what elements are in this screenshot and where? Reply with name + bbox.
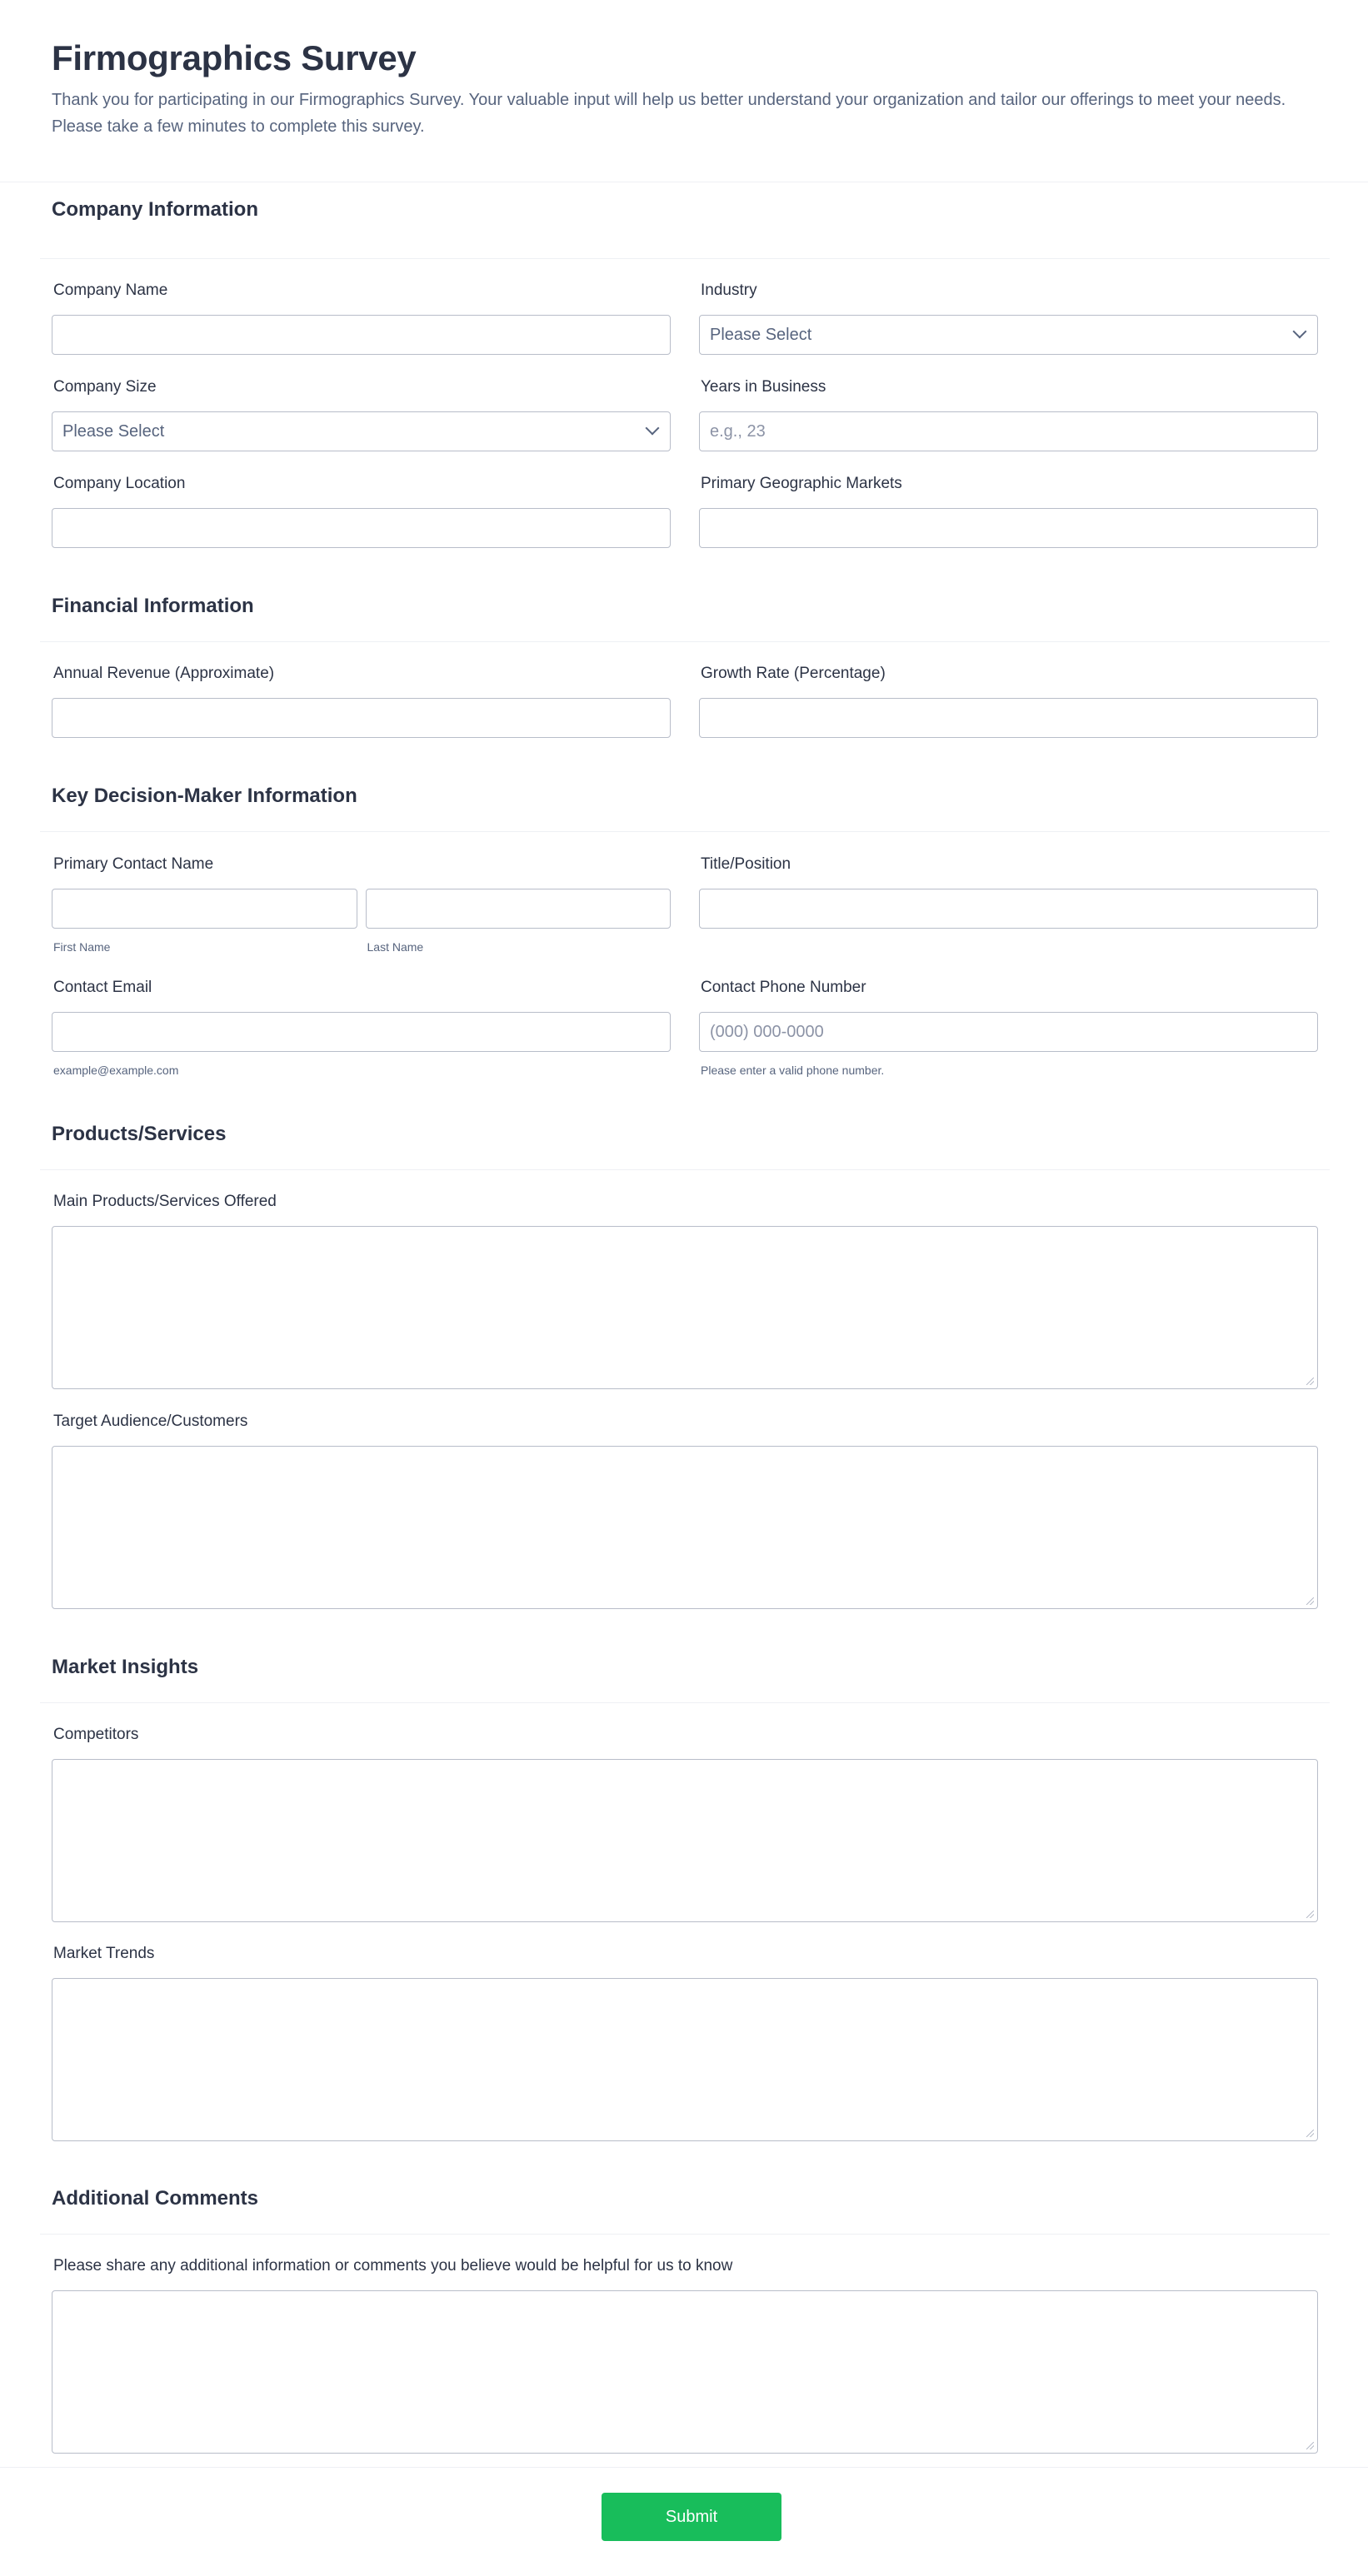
years-in-business-input[interactable] [699, 411, 1318, 451]
resize-grip-icon[interactable] [1306, 2130, 1314, 2137]
page-title: Firmographics Survey [52, 38, 417, 77]
form-header [0, 0, 1368, 182]
company-name-input[interactable] [52, 315, 671, 355]
additional-comments-field [52, 2257, 1318, 2454]
growth-rate-input[interactable] [699, 698, 1318, 738]
submit-button[interactable]: Submit [602, 2493, 781, 2541]
section-title: Market Insights [52, 1656, 199, 1678]
company-row-3 [52, 475, 1318, 548]
section-title: Financial Information [52, 595, 254, 617]
industry-label: Industry [701, 282, 757, 299]
section-header [40, 785, 1330, 832]
resize-grip-icon[interactable] [1306, 2442, 1314, 2449]
resize-grip-icon[interactable] [1306, 1911, 1314, 1918]
form-footer [0, 2467, 1368, 2576]
target-audience-field [52, 1413, 1318, 1609]
main-products-field [52, 1193, 1318, 1389]
competitors-field [52, 1726, 1318, 1922]
company-size-label: Company Size [53, 378, 157, 396]
contact-phone-input[interactable] [699, 1012, 1318, 1052]
email-sublabel: example@example.com [53, 1064, 179, 1077]
additional-comments-textarea[interactable] [52, 2290, 1318, 2454]
first-name-sublabel: First Name [53, 940, 111, 954]
products-services-section [52, 1123, 1318, 1170]
growth-rate-label: Growth Rate (Percentage) [701, 665, 886, 682]
market-trends-textarea[interactable] [52, 1978, 1318, 2141]
company-row-2 [52, 378, 1318, 451]
resize-grip-icon[interactable] [1306, 1597, 1314, 1605]
section-header [40, 198, 1330, 259]
industry-select-value[interactable]: Please Select [699, 315, 1318, 355]
form-description: Thank you for participating in our Firmographics Survey. Your valuable input will help us better understand your organization and tailor our offerings to meet your needs. Please take a few minutes to complete this survey. [52, 91, 1286, 136]
target-audience-label: Target Audience/Customers [53, 1413, 248, 1430]
contact-email-input[interactable] [52, 1012, 671, 1052]
company-size-select-value[interactable]: Please Select [52, 411, 671, 451]
main-products-label: Main Products/Services Offered [53, 1193, 277, 1210]
last-name-input[interactable] [366, 889, 672, 929]
target-audience-textarea[interactable] [52, 1446, 1318, 1609]
contact-phone-label: Contact Phone Number [701, 979, 866, 996]
market-insights-section [52, 1656, 1318, 1703]
decision-maker-section [52, 785, 1318, 832]
first-name-input[interactable] [52, 889, 357, 929]
additional-comments-section [52, 2187, 1318, 2235]
company-information-section [52, 198, 1318, 259]
decision-maker-row-2 [52, 979, 1318, 1077]
section-title: Key Decision-Maker Information [52, 785, 357, 807]
financial-information-section [52, 595, 1318, 642]
industry-select[interactable] [699, 315, 1318, 355]
company-location-input[interactable] [52, 508, 671, 548]
market-trends-field [52, 1945, 1318, 2141]
company-size-select[interactable] [52, 411, 671, 451]
title-position-input[interactable] [699, 889, 1318, 929]
title-position-label: Title/Position [701, 855, 791, 873]
section-header [40, 1123, 1330, 1170]
main-products-textarea[interactable] [52, 1226, 1318, 1389]
years-in-business-label: Years in Business [701, 378, 826, 396]
company-location-label: Company Location [53, 475, 186, 492]
geographic-markets-label: Primary Geographic Markets [701, 475, 902, 492]
competitors-textarea[interactable] [52, 1759, 1318, 1922]
section-title: Additional Comments [52, 2187, 259, 2210]
financial-row [52, 665, 1318, 738]
company-row-1 [52, 282, 1318, 355]
section-title: Products/Services [52, 1123, 227, 1145]
market-trends-label: Market Trends [53, 1945, 155, 1962]
last-name-sublabel: Last Name [367, 940, 424, 954]
decision-maker-row-1 [52, 855, 1318, 954]
competitors-label: Competitors [53, 1726, 139, 1743]
geographic-markets-input[interactable] [699, 508, 1318, 548]
company-name-label: Company Name [53, 282, 168, 299]
section-header [40, 2187, 1330, 2235]
section-header [40, 1656, 1330, 1703]
section-title: Company Information [52, 198, 259, 221]
annual-revenue-input[interactable] [52, 698, 671, 738]
primary-contact-name-label: Primary Contact Name [53, 855, 214, 873]
additional-comments-label: Please share any additional information or comments you believe would be helpful for us to know [53, 2257, 733, 2275]
annual-revenue-label: Annual Revenue (Approximate) [53, 665, 275, 682]
resize-grip-icon[interactable] [1306, 1378, 1314, 1385]
phone-sublabel: Please enter a valid phone number. [701, 1064, 885, 1077]
contact-email-label: Contact Email [53, 979, 152, 996]
section-header [40, 595, 1330, 642]
